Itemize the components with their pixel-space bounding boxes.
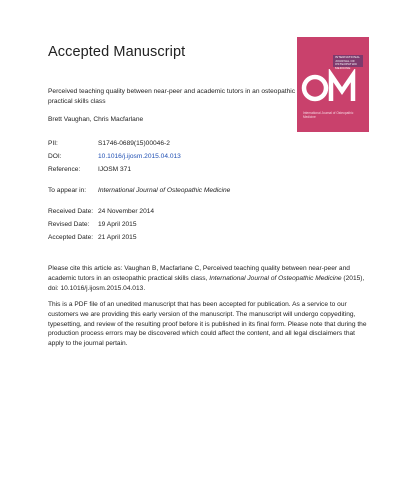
pii-row: [48, 140, 170, 147]
cover-top-band: [297, 37, 369, 48]
citation-paragraph: [48, 264, 368, 293]
cover-strip-text: INTERNATIONAL JOURNAL OF OSTEOPATHIC MEDICINE: [335, 55, 360, 70]
appear-label: To appear in:: [48, 187, 87, 194]
disclaimer-paragraph: This is a PDF file of an unedited manuscript that has been accepted for publication. As a service to our customers we are providing this early version of the manuscript. The manuscript will undergo copyediting, typesetting, and review of the resulting proof before it is published in its final form. Please note that during the production process errors may be discovered which could affect the content, and all legal disclaimers that apply to the journal pertain.: [48, 301, 367, 348]
pii-value: S1746-0689(15)00046-2: [98, 140, 170, 147]
doi-link[interactable]: 10.1016/j.ijosm.2015.04.013: [98, 153, 181, 160]
doi-row: [48, 153, 181, 160]
accepted-row: [48, 234, 137, 241]
cover-subtitle: International Journal of Osteopathic Medicine: [303, 111, 354, 119]
citation-prefix: Please cite this article as: Vaughan B, Macfarlane C, Perceived teaching quality between near-peer and academic tutors in an osteopathic practical skills class,: [48, 265, 350, 282]
doi-label: DOI:: [48, 153, 62, 160]
article-authors: Brett Vaughan, Chris Macfarlane: [48, 116, 144, 123]
article-title: Perceived teaching quality between near-peer and academic tutors in an osteopathic practical skills class: [48, 88, 296, 105]
reference-label: Reference:: [48, 166, 81, 173]
cover-title-strip: [333, 55, 363, 70]
reference-row: [48, 166, 131, 173]
appear-row: [48, 187, 230, 194]
page-heading: Accepted Manuscript: [48, 44, 186, 60]
received-row: [48, 208, 154, 215]
journal-name: International Journal of Osteopathic Medicine: [98, 187, 231, 194]
reference-value: IJOSM 371: [98, 166, 131, 173]
journal-logo-icon: [301, 69, 367, 107]
revised-value: 19 April 2015: [98, 221, 137, 228]
citation-journal: International Journal of Osteopathic Medicine: [209, 274, 342, 282]
accepted-value: 21 April 2015: [98, 234, 137, 241]
journal-cover-image: [297, 37, 369, 132]
revised-row: [48, 221, 137, 228]
received-label: Received Date:: [48, 208, 94, 215]
citation-suffix: (2015), doi: 10.1016/j.ijosm.2015.04.013.: [48, 274, 365, 292]
pii-label: PII:: [48, 140, 58, 147]
revised-label: Revised Date:: [48, 221, 90, 228]
accepted-label: Accepted Date:: [48, 234, 94, 241]
received-value: 24 November 2014: [98, 208, 155, 215]
